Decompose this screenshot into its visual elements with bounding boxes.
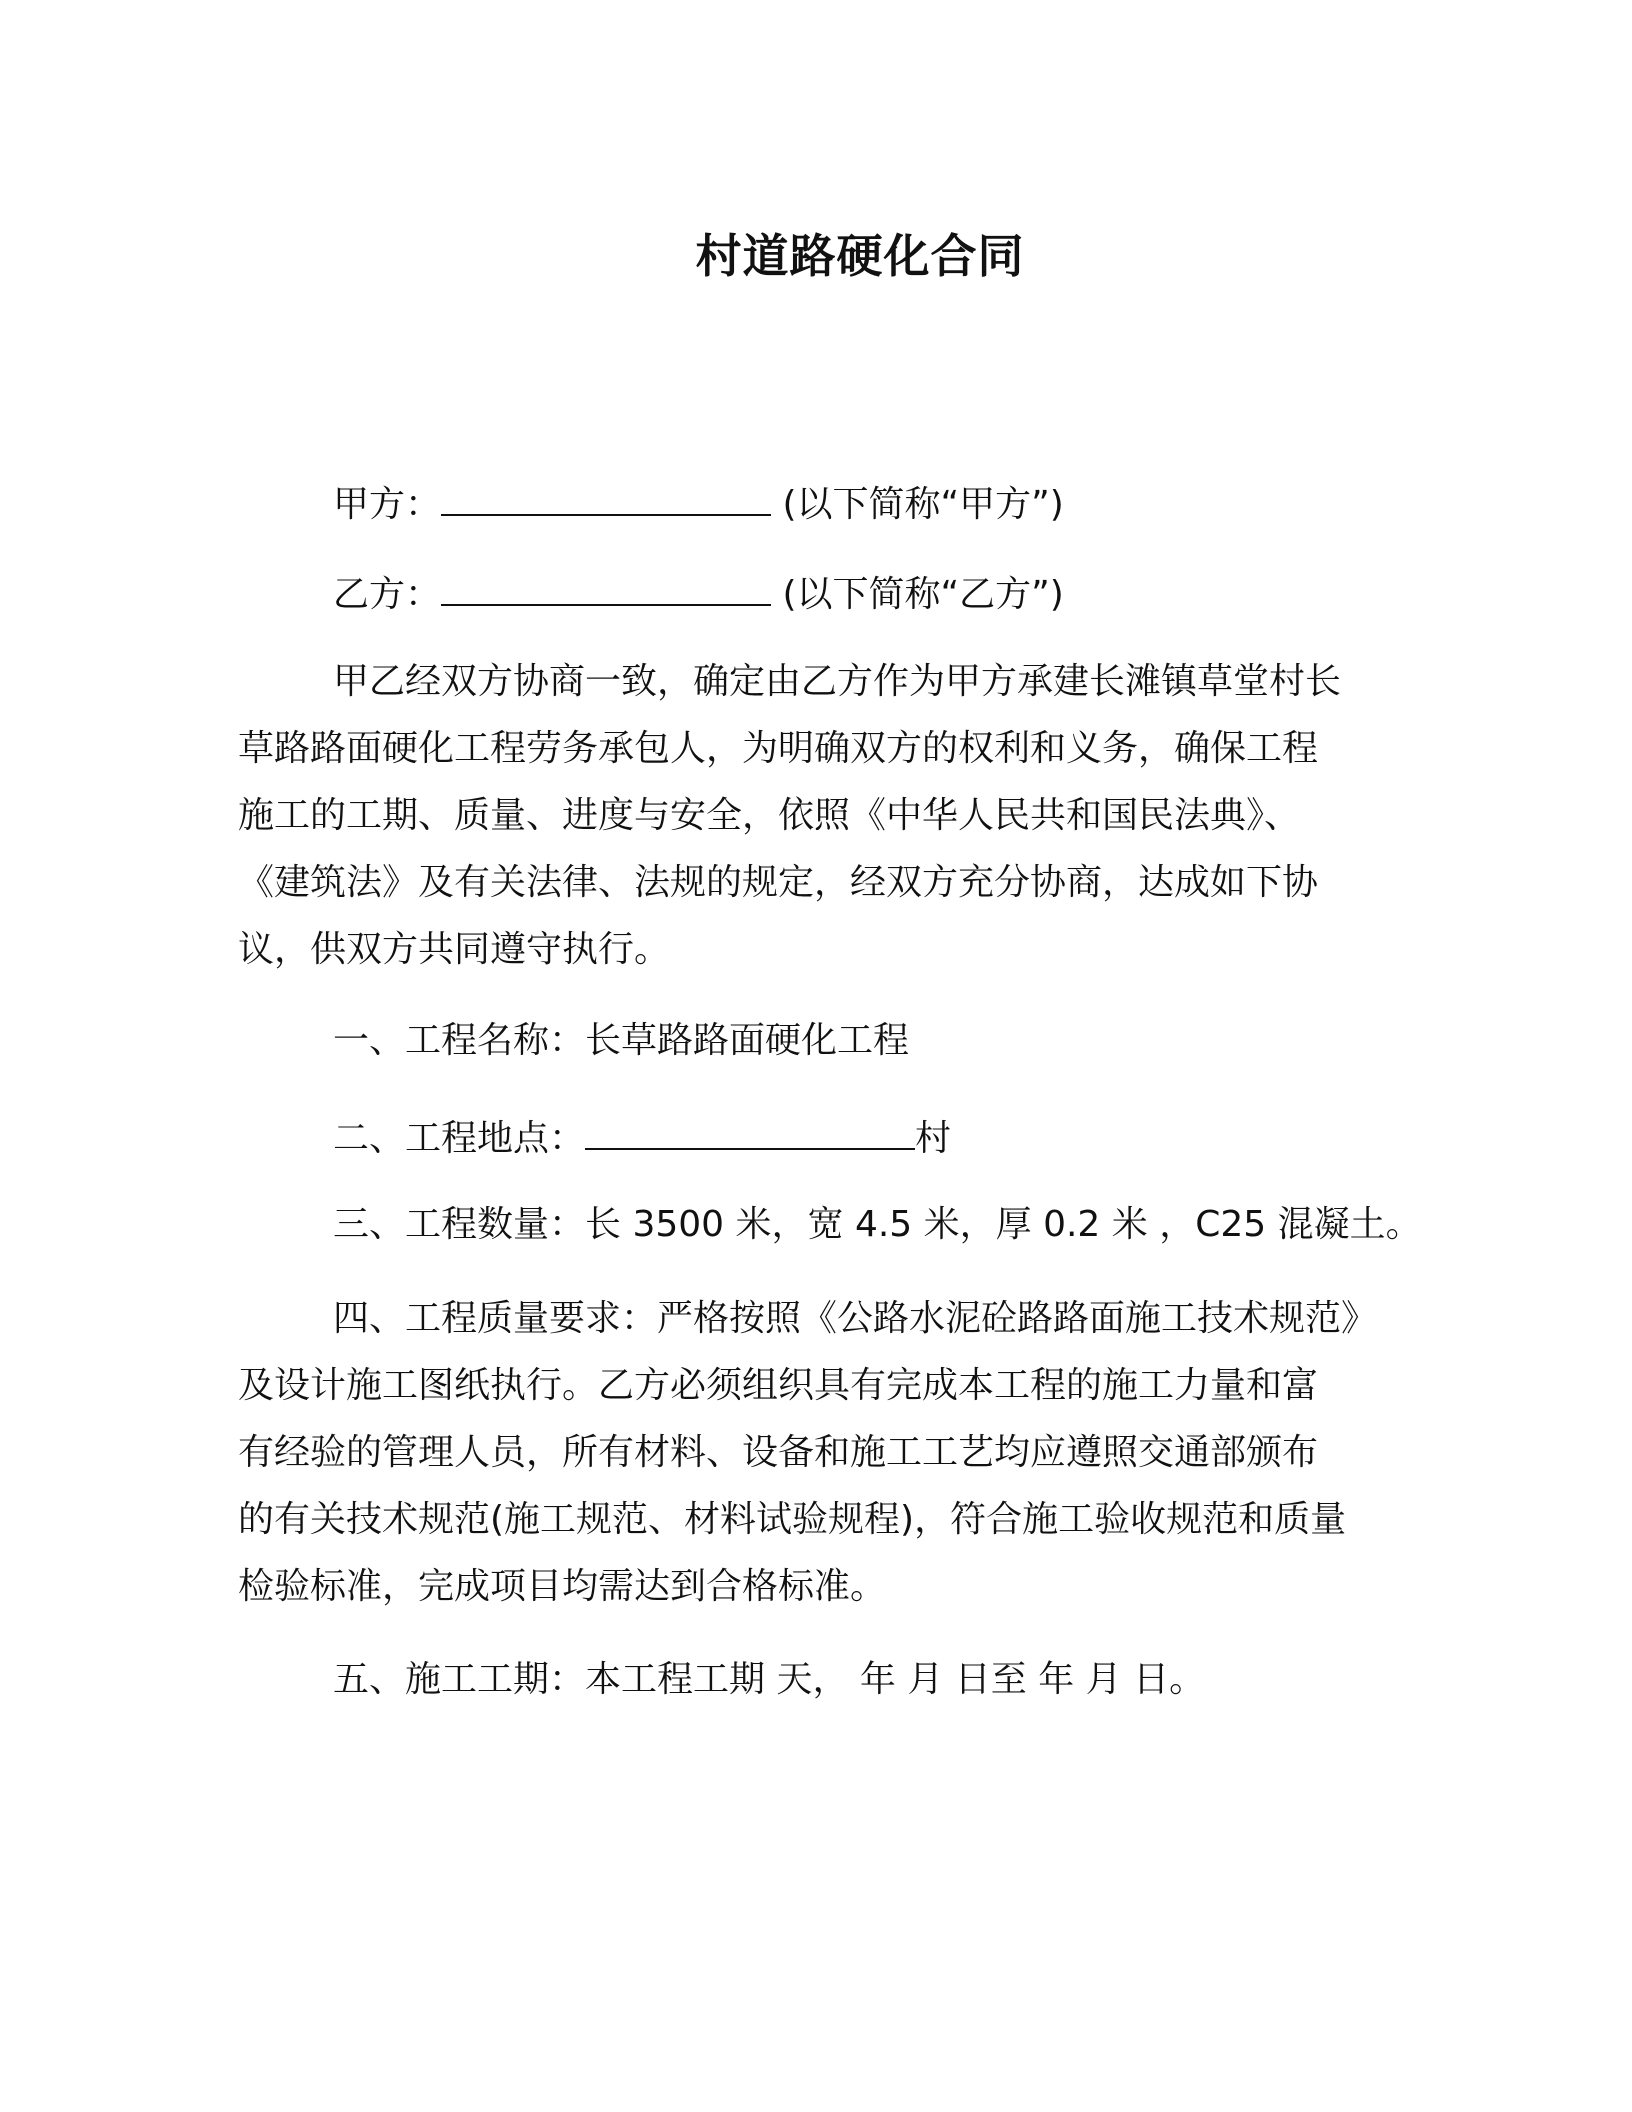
item-quality-line: 的有关技术规范(施工规范、材料试验规程)，符合施工验收规范和质量 — [238, 1499, 1347, 1540]
item-quality-line: 及设计施工图纸执行。乙方必须组织具有完成本工程的施工力量和富 — [238, 1365, 1319, 1406]
party-b-line — [333, 566, 1064, 617]
item-project-name: 一、工程名称：长草路路面硬化工程 — [333, 1020, 910, 1061]
item-construction-period: 五、施工工期：本工程工期 天， 年 月 日至 年 月 日。 — [333, 1659, 1206, 1700]
party-a-blank — [441, 476, 771, 516]
item-project-quantity: 三、工程数量：长 3500 米，宽 4.5 米，厚 0.2 米 ，C25 混凝土。 — [333, 1204, 1422, 1245]
item-location-suffix: 村 — [915, 1118, 952, 1159]
party-a-suffix: (以下简称“甲方”) — [771, 484, 1064, 525]
party-b-suffix: (以下简称“乙方”) — [771, 574, 1064, 615]
item-location-blank — [585, 1110, 915, 1150]
party-b-blank — [441, 566, 771, 606]
intro-line: 甲乙经双方协商一致，确定由乙方作为甲方承建长滩镇草堂村长 — [333, 661, 1342, 702]
item-quality-line: 有经验的管理人员，所有材料、设备和施工工艺均应遵照交通部颁布 — [238, 1432, 1319, 1473]
item-quality-line: 四、工程质量要求：严格按照《公路水泥砼路路面施工技术规范》 — [333, 1298, 1378, 1339]
party-a-line — [333, 476, 1064, 527]
document-title: 村道路硬化合同 — [695, 229, 1025, 283]
intro-line: 草路路面硬化工程劳务承包人，为明确双方的权利和义务，确保工程 — [238, 728, 1319, 769]
party-b-label: 乙方： — [333, 574, 442, 615]
item-quality-line: 检验标准，完成项目均需达到合格标准。 — [238, 1566, 887, 1607]
intro-line: 《建筑法》及有关法律、法规的规定，经双方充分协商，达成如下协 — [238, 862, 1319, 903]
intro-line: 议，供双方共同遵守执行。 — [238, 929, 671, 970]
party-a-label: 甲方： — [333, 484, 442, 525]
item-location-label: 二、工程地点： — [333, 1118, 586, 1159]
intro-line: 施工的工期、质量、进度与安全，依照《中华人民共和国民法典》、 — [238, 795, 1301, 836]
item-project-location — [333, 1110, 951, 1161]
